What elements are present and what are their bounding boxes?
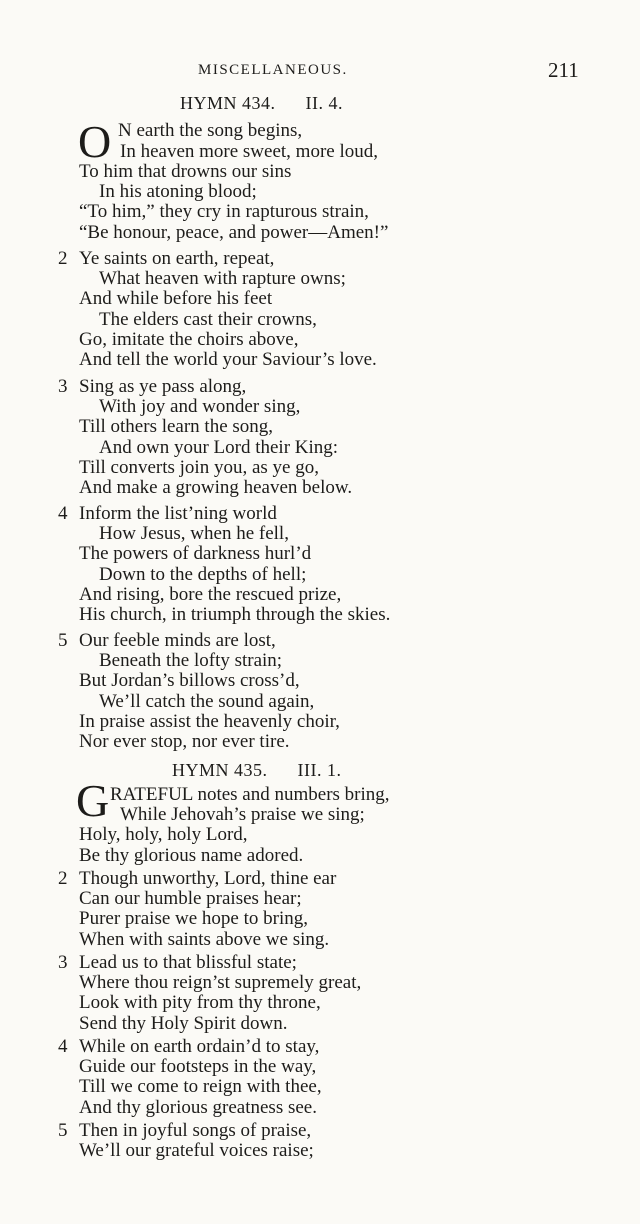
hymn-434-v4-line-6: His church, in triumph through the skies. [79, 604, 391, 625]
hymn-434-v1-line-4: In his atoning blood; [99, 181, 257, 202]
hymn-434-number: HYMN 434. [180, 93, 276, 113]
hymn-434-v4-line-3: The powers of darkness hurl’d [79, 543, 312, 564]
hymn-434-v1-line-3: To him that drowns our sins [79, 161, 292, 182]
hymn-434-v5-line-5: In praise assist the heavenly choir, [79, 711, 340, 732]
hymn-434-v2-line-3: And while before his feet [79, 288, 273, 309]
hymn-435-title [172, 760, 342, 781]
hymn-435-v1-line-4: Be thy glorious name adored. [79, 845, 304, 866]
hymn-434-verse-number: 3 [58, 376, 68, 397]
hymn-434-meter: II. 4. [305, 93, 344, 113]
hymn-435-v4-line-1: While on earth ordain’d to stay, [79, 1036, 320, 1057]
hymn-434-v2-line-4: The elders cast their crowns, [99, 309, 317, 330]
hymn-435-dropcap: G [76, 775, 110, 826]
hymn-434-v5-line-6: Nor ever stop, nor ever tire. [79, 731, 290, 752]
hymn-435-v1-line-3: Holy, holy, holy Lord, [79, 824, 248, 845]
hymn-434-v2-line-5: Go, imitate the choirs above, [79, 329, 299, 350]
hymn-435-v2-line-3: Purer praise we hope to bring, [79, 908, 308, 929]
hymn-434-v4-line-5: And rising, bore the rescued prize, [79, 584, 342, 605]
hymn-434-v5-line-1: Our feeble minds are lost, [79, 630, 276, 651]
hymn-435-v2-line-4: When with saints above we sing. [79, 929, 330, 950]
hymn-435-number: HYMN 435. [172, 760, 268, 780]
running-head: MISCELLANEOUS. [198, 62, 348, 78]
hymn-435-v4-line-2: Guide our footsteps in the way, [79, 1056, 317, 1077]
hymn-434-v4-line-2: How Jesus, when he fell, [99, 523, 289, 544]
hymn-434-v2-line-2: What heaven with rapture owns; [99, 268, 346, 289]
hymn-434-title [180, 93, 343, 114]
hymn-435-verse-number: 3 [58, 952, 68, 973]
hymn-435-v5-line-2: We’ll our grateful voices raise; [79, 1140, 314, 1161]
hymn-435-verse-number: 5 [58, 1120, 68, 1141]
hymn-435-v3-line-1: Lead us to that blissful state; [79, 952, 297, 973]
hymn-434-first-line: N earth the song begins, [118, 120, 303, 141]
hymn-434-v1-line-2: In heaven more sweet, more loud, [120, 141, 378, 162]
hymn-435-v2-line-1: Though unworthy, Lord, thine ear [79, 868, 337, 889]
hymn-434-v3-line-6: And make a growing heaven below. [79, 477, 353, 498]
hymn-435-v4-line-4: And thy glorious greatness see. [79, 1097, 317, 1118]
hymn-434-v3-line-5: Till converts join you, as ye go, [79, 457, 319, 478]
hymn-434-v2-line-6: And tell the world your Saviour’s love. [79, 349, 377, 370]
hymn-434-verse-number: 5 [58, 630, 68, 651]
hymn-434-v3-line-4: And own your Lord their King: [99, 437, 339, 458]
hymn-435-v3-line-2: Where thou reign’st supremely great, [79, 972, 362, 993]
hymn-434-v1-line-5: “To him,” they cry in rapturous strain, [79, 201, 369, 222]
hymn-435-meter: III. 1. [297, 760, 342, 780]
hymn-434-v5-line-4: We’ll catch the sound again, [99, 691, 315, 712]
hymn-435-verse-number: 4 [58, 1036, 68, 1057]
hymn-434-v3-line-2: With joy and wonder sing, [99, 396, 301, 417]
hymn-434-verse-number: 2 [58, 248, 68, 269]
hymn-435-first-line: RATEFUL notes and numbers bring, [110, 784, 390, 805]
hymn-434-v1-line-6: “Be honour, peace, and power—Amen!” [79, 222, 389, 243]
hymn-435-v2-line-2: Can our humble praises hear; [79, 888, 302, 909]
hymn-435-v5-line-1: Then in joyful songs of praise, [79, 1120, 312, 1141]
hymn-435-v3-line-4: Send thy Holy Spirit down. [79, 1013, 288, 1034]
hymn-434-verse-number: 4 [58, 503, 68, 524]
page-number: 211 [548, 58, 579, 82]
hymn-434-v2-line-1: Ye saints on earth, repeat, [79, 248, 275, 269]
hymn-434-v5-line-2: Beneath the lofty strain; [99, 650, 283, 671]
hymn-435-v1-line-2: While Jehovah’s praise we sing; [120, 804, 365, 825]
hymn-435-v3-line-3: Look with pity from thy throne, [79, 992, 321, 1013]
hymn-434-v4-line-4: Down to the depths of hell; [99, 564, 307, 585]
hymn-434-v3-line-3: Till others learn the song, [79, 416, 274, 437]
hymn-435-v4-line-3: Till we come to reign with thee, [79, 1076, 322, 1097]
hymn-434-v4-line-1: Inform the list’ning world [79, 503, 277, 524]
hymn-435-verse-number: 2 [58, 868, 68, 889]
hymn-434-v5-line-3: But Jordan’s billows cross’d, [79, 670, 300, 691]
hymn-434-dropcap: O [78, 116, 112, 167]
hymn-434-v3-line-1: Sing as ye pass along, [79, 376, 247, 397]
